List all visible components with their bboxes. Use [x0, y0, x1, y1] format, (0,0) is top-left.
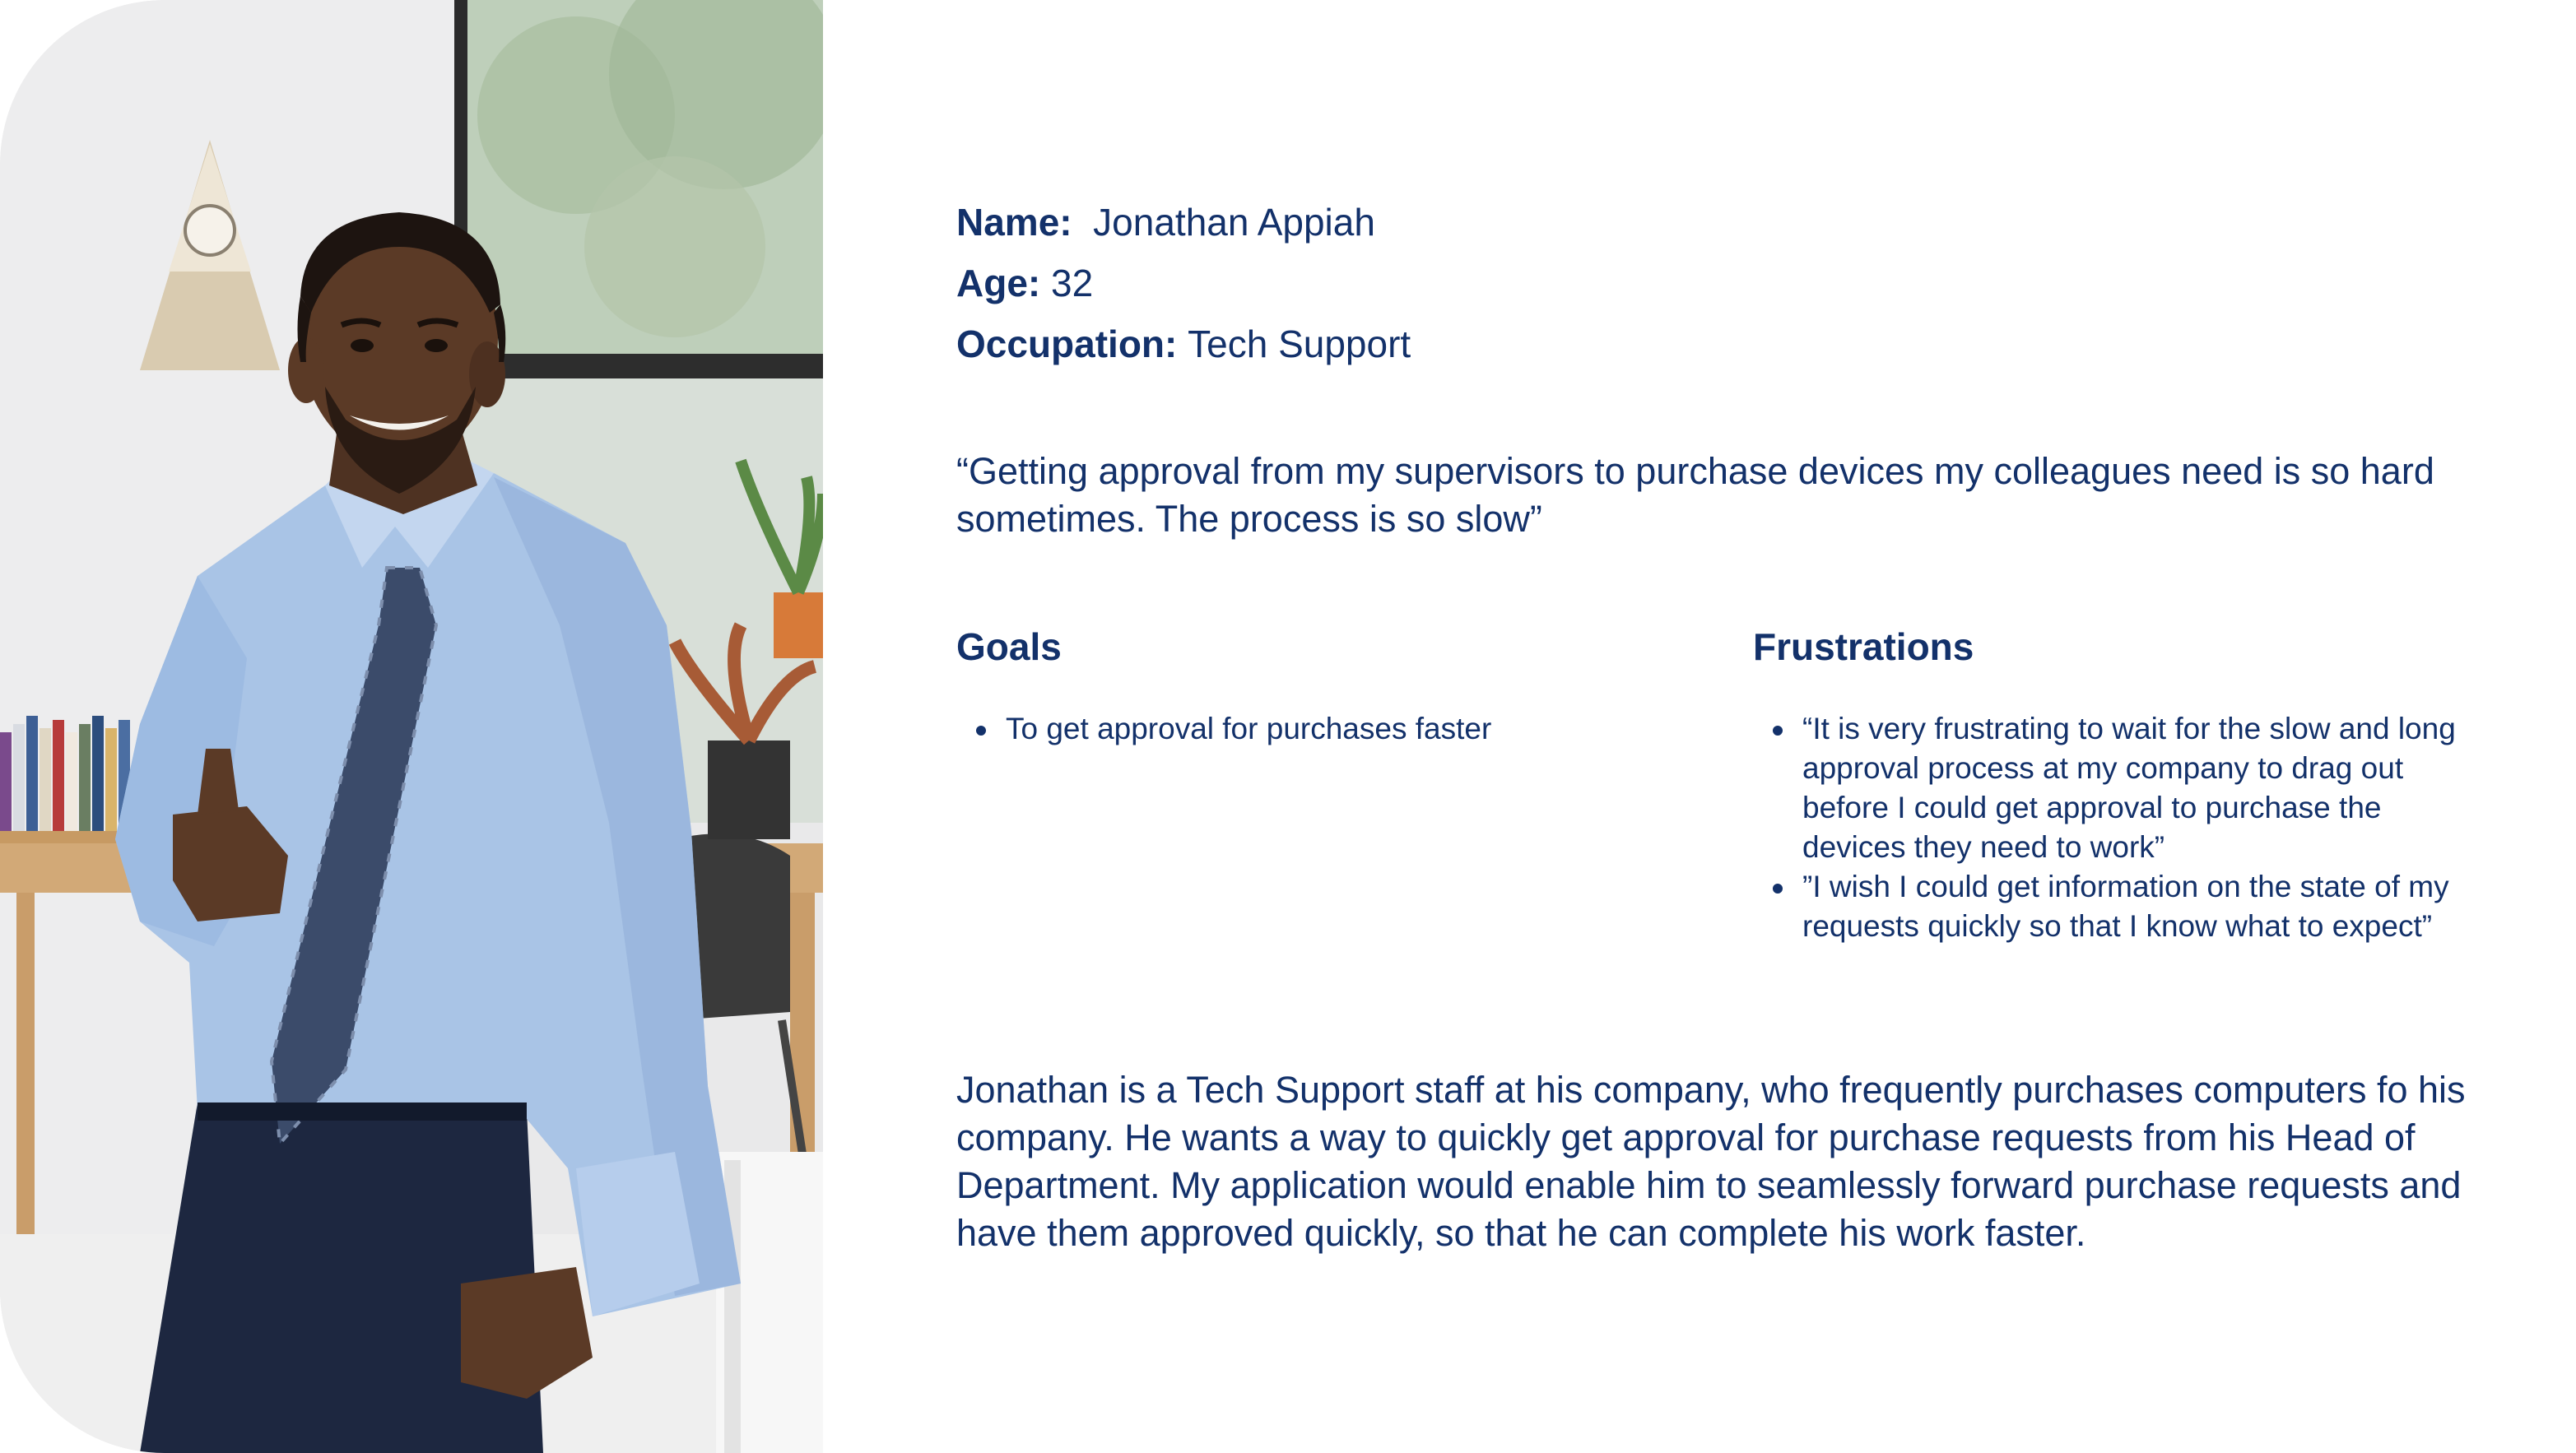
- goal-text: To get approval for purchases faster: [1006, 712, 1492, 745]
- frustration-item: [1753, 709, 2477, 867]
- frustrations-list: [1753, 709, 2477, 946]
- name-label: Name:: [956, 201, 1072, 244]
- occupation-label: Occupation:: [956, 323, 1178, 365]
- age-value: 32: [1051, 262, 1094, 304]
- goal-item: [956, 709, 1664, 749]
- goals-heading: Goals: [956, 625, 1062, 668]
- occupation-field: [956, 319, 1411, 369]
- persona-summary: Jonathan is a Tech Support staff at his company, who frequently purchases computers fo his company. He wants a way to quickly get approval for purchase requests from his Head of Department. My application would enable him to seamlessly forward purchase requests and have them approved quickly, so that he can complete his work faster.: [956, 1069, 2466, 1254]
- bullet-icon: [976, 726, 986, 736]
- frustration-text: ”I wish I could get information on the state of my requests quickly so that I know what to expect”: [1802, 870, 2449, 943]
- frustration-text: “It is very frustrating to wait for the slow and long approval process at my company to drag out before I could get approval to purchase the devices they need to work”: [1802, 712, 2456, 864]
- name-field: [956, 197, 1375, 247]
- persona-photo: [0, 0, 823, 1453]
- bullet-icon: [1773, 884, 1783, 894]
- goals-list: [956, 709, 1664, 749]
- age-field: [956, 258, 1093, 308]
- occupation-value: Tech Support: [1188, 323, 1411, 365]
- frustrations-heading: Frustrations: [1753, 625, 1974, 668]
- frustration-item: [1753, 867, 2477, 946]
- bullet-icon: [1773, 726, 1783, 736]
- age-label: Age:: [956, 262, 1041, 304]
- name-value: Jonathan Appiah: [1093, 201, 1375, 244]
- persona-quote: “Getting approval from my supervisors to purchase devices my colleagues need is so hard sometimes. The process is so slow”: [956, 450, 2434, 540]
